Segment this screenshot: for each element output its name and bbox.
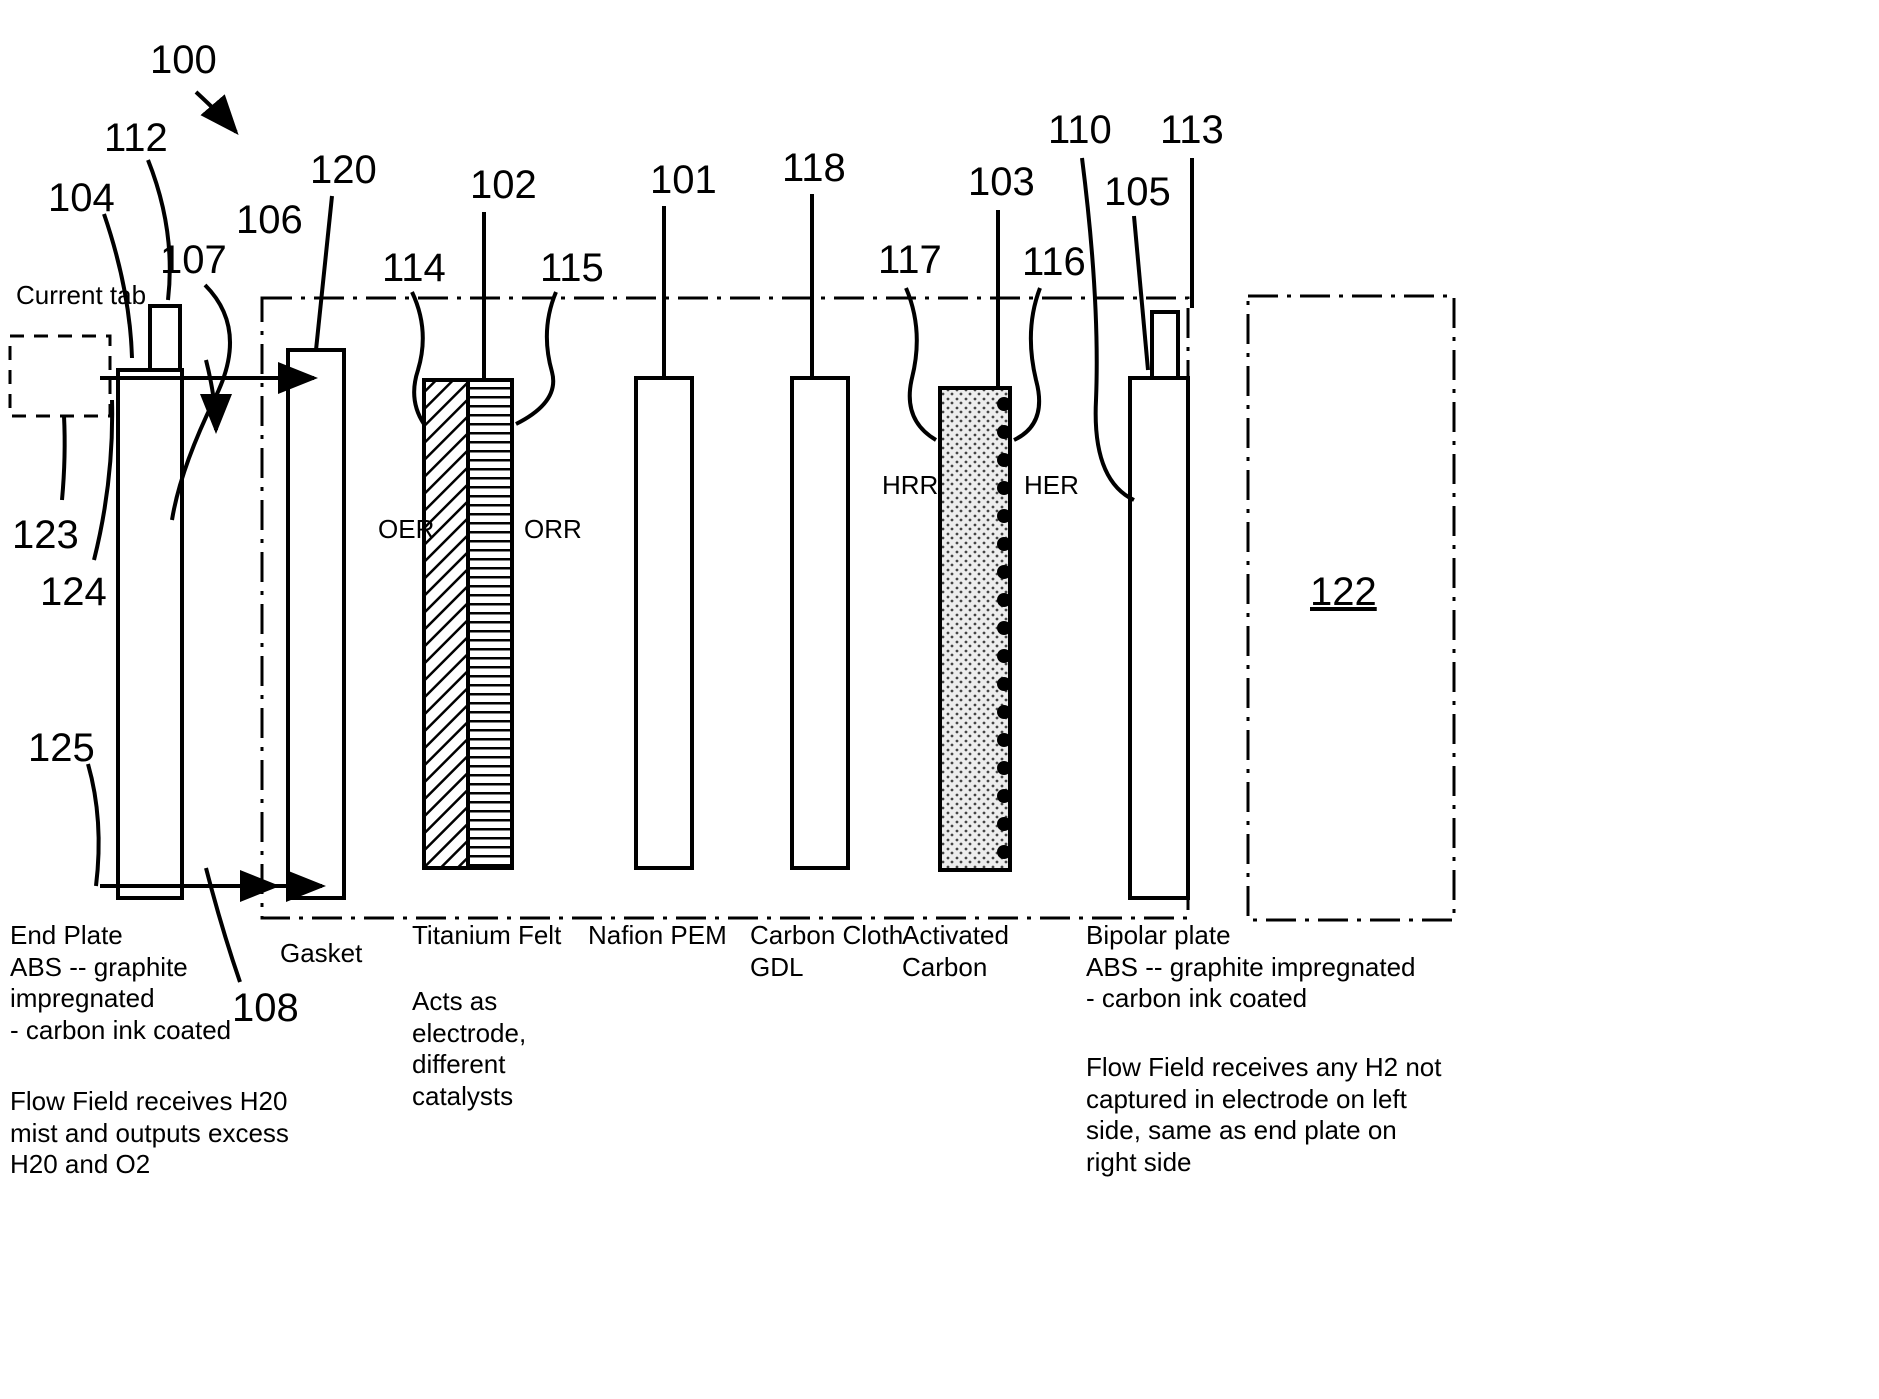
carbon-cloth-body (792, 378, 848, 868)
leader-125 (88, 764, 99, 886)
reference-numeral-113: 113 (1160, 108, 1224, 152)
reference-numeral-101: 101 (650, 158, 717, 202)
reference-numeral-118: 118 (782, 146, 846, 190)
caption-bipolar-plate: Bipolar plate ABS -- graphite impregnated - carbon ink coated (1086, 920, 1416, 1014)
reference-numeral-115: 115 (540, 246, 604, 290)
reference-numeral-107: 107 (160, 238, 227, 282)
leader-123 (62, 416, 65, 500)
reference-numeral-105: 105 (1104, 170, 1171, 214)
bipolar-plate-body (1130, 378, 1188, 898)
leader-115 (516, 292, 556, 424)
caption-titanium-felt: Titanium Felt (412, 920, 562, 950)
reference-numeral-116: 116 (1022, 240, 1086, 284)
titanium-felt-orr-side (468, 380, 512, 868)
nafion-pem-body (636, 378, 692, 868)
caption-activated-carbon: Activated Carbon (902, 920, 1009, 982)
reference-numeral-125: 125 (28, 726, 95, 770)
label-oer: OER (378, 514, 435, 544)
leader-120 (316, 196, 332, 350)
box-123 (10, 336, 110, 416)
reference-numeral-117: 117 (878, 238, 942, 282)
titanium-felt-oer-side (424, 380, 468, 868)
reference-numeral-106: 106 (236, 198, 303, 242)
label-current-tab: Current tab (16, 280, 147, 310)
leader-105 (1134, 216, 1148, 370)
label-hrr: HRR (882, 470, 939, 500)
reference-numeral-112: 112 (104, 116, 168, 160)
reference-numeral-110: 110 (1048, 108, 1112, 152)
stack-boundary (262, 298, 1188, 918)
note-bipolar-flow: Flow Field receives any H2 not captured in electrode on left side, same as end plate on right side (1086, 1052, 1442, 1178)
bipolar-plate-tab (1152, 312, 1178, 378)
caption-end-plate: End Plate ABS -- graphite impregnated - carbon ink coated (10, 920, 232, 1046)
reference-numeral-102: 102 (470, 163, 537, 207)
label-her: HER (1024, 470, 1079, 500)
note-end-plate-flow: Flow Field receives H20 mist and outputs excess H20 and O2 (10, 1086, 289, 1180)
reference-numeral-120: 120 (310, 148, 377, 192)
note-titanium-felt: Acts as electrode, different catalysts (412, 986, 527, 1112)
reference-numeral-103: 103 (968, 160, 1035, 204)
leader-124 (94, 400, 112, 560)
end-plate-body (118, 370, 182, 898)
gasket-body (288, 350, 344, 898)
leader-117 (906, 288, 936, 440)
end-plate-tab (150, 306, 180, 370)
reference-numeral-100: 100 (150, 38, 217, 82)
reference-numeral-122: 122 (1310, 570, 1377, 614)
reference-numeral-114: 114 (382, 246, 446, 290)
leader-100 (196, 92, 236, 132)
reference-numeral-104: 104 (48, 176, 115, 220)
leader-116 (1014, 288, 1040, 440)
caption-nafion-pem: Nafion PEM (588, 920, 727, 950)
reference-numeral-123: 123 (12, 513, 79, 557)
reference-numeral-124: 124 (40, 570, 107, 614)
caption-gasket: Gasket (280, 938, 363, 968)
label-orr: ORR (524, 514, 582, 544)
caption-carbon-cloth-gdl: Carbon Cloth GDL (750, 920, 904, 982)
reference-numeral-108: 108 (232, 986, 299, 1030)
